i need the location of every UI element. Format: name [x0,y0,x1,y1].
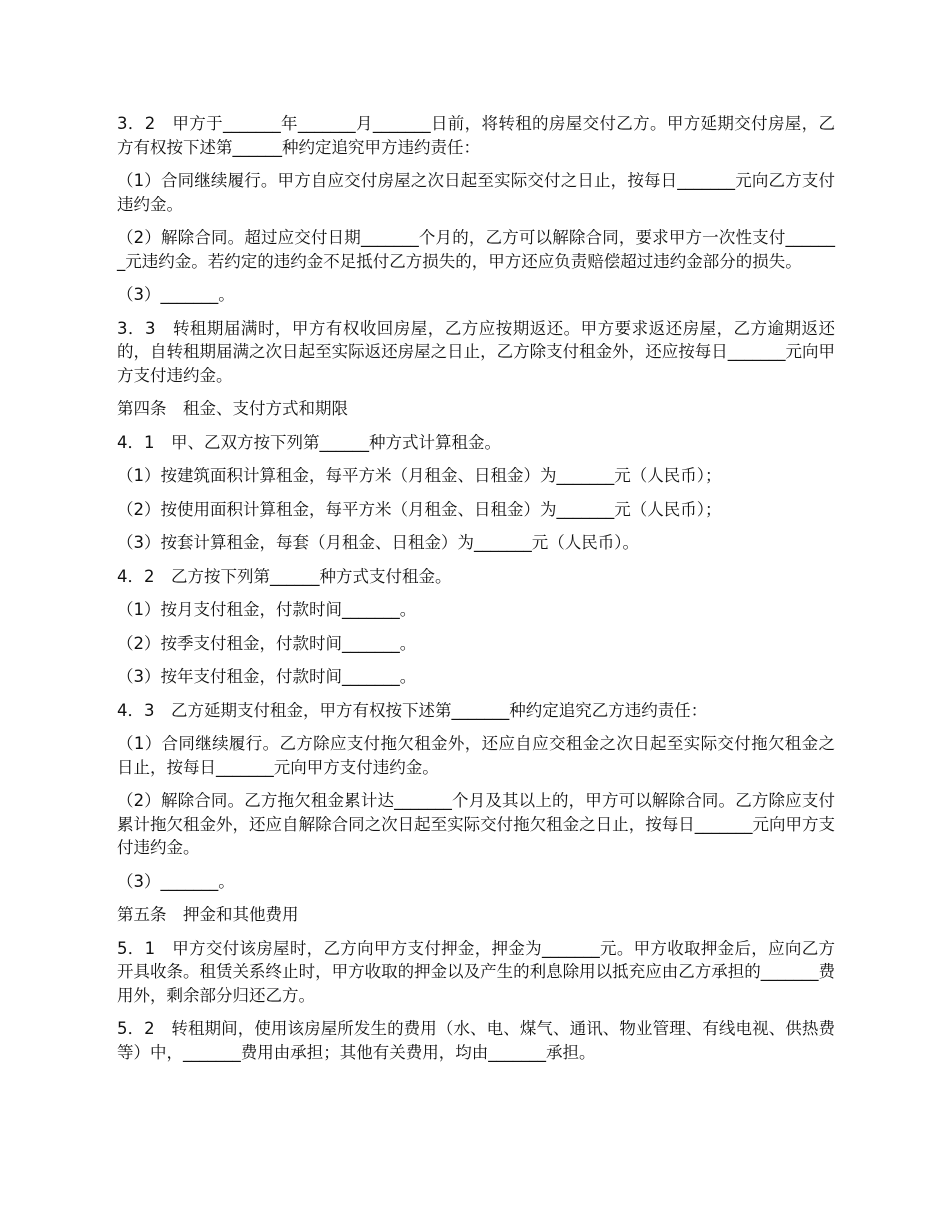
clause-3-2-option-1: （1）合同继续履行。甲方自应交付房屋之次日起至实际交付之日止，按每日_______元向乙方支付违约金。 [117,171,835,214]
clause-3-2: 3．2 甲方于_______年_______月_______日前，将转租的房屋交付乙方。甲方延期交付房屋，乙方有权按下述第______种约定追究甲方违约责任： [117,114,835,157]
clause-3-2-option-3: （3）_______。 [117,285,235,304]
clause-4-1-option-2: （2）按使用面积计算租金，每平方米（月租金、日租金）为_______元（人民币）； [117,499,722,519]
clause-4-2: 4．2 乙方按下列第______种方式支付租金。 [117,566,452,586]
clause-4-3-option-3: （3）_______。 [117,871,235,891]
clause-4-3-option-1: （1）合同继续履行。乙方除应支付拖欠租金外，还应自应交租金之次日起至实际交付拖欠租金之日止，按每日_______元向甲方支付违约金。 [117,734,835,777]
clause-4-3-option-2: （2）解除合同。乙方拖欠租金累计达_______个月及其以上的，甲方可以解除合同。乙方除应支付累计拖欠租金外，还应自解除合同之次日起至实际交付拖欠租金之日止，按每日_______元向甲方支付违约金。 [117,791,835,857]
clause-4-3: 4．3 乙方延期支付租金，甲方有权按下述第_______种约定追究乙方违约责任： [117,700,708,720]
clause-4-2-option-2: （2）按季支付租金，付款时间_______。 [117,633,417,653]
clause-4-1-option-3: （3）按套计算租金，每套（月租金、日租金）为_______元（人民币）。 [117,533,639,552]
clause-5-2: 5．2 转租期间，使用该房屋所发生的费用（水、电、煤气、通讯、物业管理、有线电视、供热费等）中，_______费用由承担；其他有关费用，均由_______承担。 [117,1019,835,1062]
document-page [117,112,835,1074]
clause-4-1: 4．1 甲、乙双方按下列第______种方式计算租金。 [117,432,501,452]
clause-4-1-option-1: （1）按建筑面积计算租金，每平方米（月租金、日租金）为_______元（人民币）； [117,466,722,485]
article-5-heading: 第五条 押金和其他费用 [117,905,299,924]
clause-4-2-option-3: （3）按年支付租金，付款时间_______。 [117,667,417,686]
clause-5-1: 5．1 甲方交付该房屋时，乙方向甲方支付押金，押金为_______元。甲方收取押金后，应向乙方开具收条。租赁关系终止时，甲方收取的押金以及产生的利息除用以抵充应由乙方承担的_______费用外，剩余部分归还乙方。 [117,938,835,1005]
clause-4-2-option-1: （1）按月支付租金，付款时间_______。 [117,600,417,619]
clause-3-3: 3．3 转租期届满时，甲方有权收回房屋，乙方应按期返还。甲方要求返还房屋，乙方逾期返还的，自转租期届满之次日起至实际返还房屋之日止，乙方除支付租金外，还应按每日_______元向甲方支付违约金。 [117,318,835,385]
clause-3-2-option-2: （2）解除合同。超过应交付日期_______个月的，乙方可以解除合同，要求甲方一次性支付_______元违约金。若约定的违约金不足抵付乙方损失的，甲方还应负责赔偿超过违约金部分的损失。 [117,228,835,271]
article-4-heading: 第四条 租金、支付方式和期限 [117,399,348,418]
